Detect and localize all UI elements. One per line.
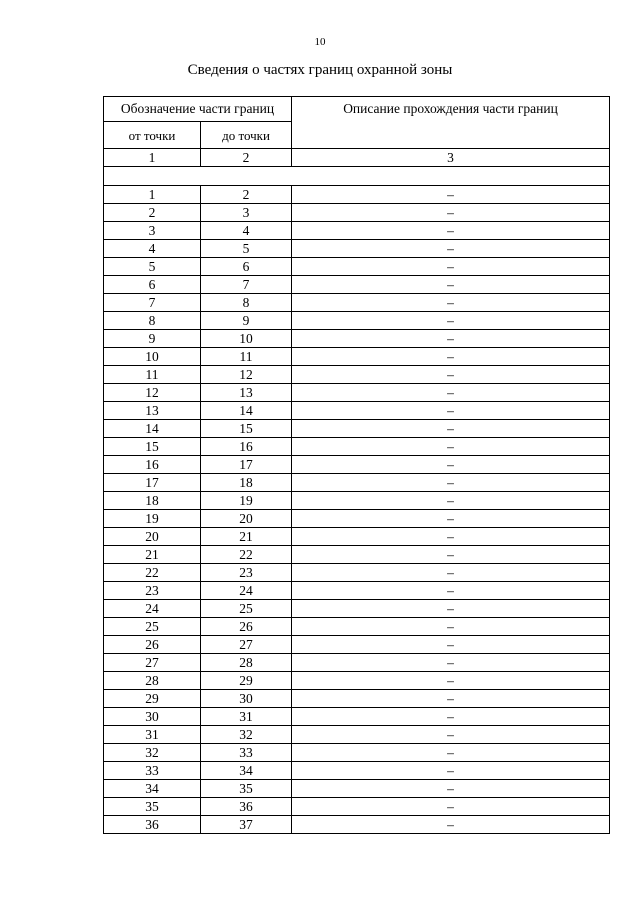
- cell-desc: –: [292, 744, 610, 762]
- cell-to: 17: [201, 456, 292, 474]
- cell-to: 30: [201, 690, 292, 708]
- cell-desc: –: [292, 402, 610, 420]
- cell-to: 20: [201, 510, 292, 528]
- cell-from: 13: [104, 402, 201, 420]
- cell-to: 34: [201, 762, 292, 780]
- cell-to: 32: [201, 726, 292, 744]
- cell-from: 29: [104, 690, 201, 708]
- table-row: [104, 636, 610, 654]
- cell-from: 1: [104, 186, 201, 204]
- cell-from: 20: [104, 528, 201, 546]
- cell-from: 36: [104, 816, 201, 834]
- cell-desc: –: [292, 672, 610, 690]
- cell-from: 28: [104, 672, 201, 690]
- table-row: [104, 798, 610, 816]
- cell-desc: –: [292, 600, 610, 618]
- cell-desc: –: [292, 312, 610, 330]
- table-row: [104, 528, 610, 546]
- cell-from: 5: [104, 258, 201, 276]
- cell-from: 11: [104, 366, 201, 384]
- table-row: [104, 384, 610, 402]
- column-number-2: 2: [201, 149, 292, 167]
- cell-from: 16: [104, 456, 201, 474]
- cell-to: 27: [201, 636, 292, 654]
- table-row: [104, 276, 610, 294]
- table-row: [104, 672, 610, 690]
- cell-from: 35: [104, 798, 201, 816]
- cell-desc: –: [292, 690, 610, 708]
- cell-from: 4: [104, 240, 201, 258]
- cell-to: 6: [201, 258, 292, 276]
- table-row: [104, 222, 610, 240]
- cell-from: 10: [104, 348, 201, 366]
- boundary-parts-table: [103, 96, 610, 834]
- table-row: [104, 330, 610, 348]
- table-row: [104, 204, 610, 222]
- cell-from: 15: [104, 438, 201, 456]
- table-row: [104, 744, 610, 762]
- column-number-1: 1: [104, 149, 201, 167]
- cell-desc: –: [292, 294, 610, 312]
- cell-to: 18: [201, 474, 292, 492]
- table-row: [104, 258, 610, 276]
- table-row: [104, 456, 610, 474]
- cell-to: 24: [201, 582, 292, 600]
- cell-to: 10: [201, 330, 292, 348]
- table-row: [104, 564, 610, 582]
- cell-to: 35: [201, 780, 292, 798]
- table-row: [104, 366, 610, 384]
- column-number-row: [104, 149, 610, 167]
- cell-desc: –: [292, 546, 610, 564]
- cell-desc: –: [292, 240, 610, 258]
- cell-to: 5: [201, 240, 292, 258]
- cell-desc: –: [292, 204, 610, 222]
- cell-to: 8: [201, 294, 292, 312]
- cell-to: 36: [201, 798, 292, 816]
- cell-from: 23: [104, 582, 201, 600]
- table-row: [104, 294, 610, 312]
- cell-from: 12: [104, 384, 201, 402]
- table-row: [104, 654, 610, 672]
- cell-desc: –: [292, 222, 610, 240]
- cell-from: 25: [104, 618, 201, 636]
- cell-from: 27: [104, 654, 201, 672]
- cell-to: 11: [201, 348, 292, 366]
- cell-from: 26: [104, 636, 201, 654]
- table-row: [104, 546, 610, 564]
- cell-to: 33: [201, 744, 292, 762]
- table-row: [104, 438, 610, 456]
- cell-desc: –: [292, 762, 610, 780]
- cell-from: 6: [104, 276, 201, 294]
- table-row: [104, 402, 610, 420]
- page-number: 10: [314, 36, 326, 48]
- cell-to: 26: [201, 618, 292, 636]
- table-row: [104, 816, 610, 834]
- cell-to: 13: [201, 384, 292, 402]
- table-row: [104, 708, 610, 726]
- cell-from: 19: [104, 510, 201, 528]
- cell-desc: –: [292, 330, 610, 348]
- table-row: [104, 510, 610, 528]
- cell-to: 21: [201, 528, 292, 546]
- cell-from: 24: [104, 600, 201, 618]
- table-row: [104, 420, 610, 438]
- table-row: [104, 600, 610, 618]
- cell-desc: –: [292, 618, 610, 636]
- table-row: [104, 492, 610, 510]
- cell-desc: –: [292, 564, 610, 582]
- cell-to: 23: [201, 564, 292, 582]
- table-row: [104, 618, 610, 636]
- cell-from: 34: [104, 780, 201, 798]
- cell-desc: –: [292, 798, 610, 816]
- cell-to: 4: [201, 222, 292, 240]
- cell-desc: –: [292, 726, 610, 744]
- cell-from: 8: [104, 312, 201, 330]
- table-row: [104, 726, 610, 744]
- cell-desc: –: [292, 258, 610, 276]
- cell-desc: –: [292, 276, 610, 294]
- cell-desc: –: [292, 186, 610, 204]
- cell-from: 2: [104, 204, 201, 222]
- table-row: [104, 762, 610, 780]
- table-row: [104, 582, 610, 600]
- cell-from: 33: [104, 762, 201, 780]
- cell-from: 17: [104, 474, 201, 492]
- table-row: [104, 186, 610, 204]
- cell-desc: –: [292, 816, 610, 834]
- cell-desc: –: [292, 456, 610, 474]
- cell-from: 22: [104, 564, 201, 582]
- blank-cell: [104, 167, 610, 186]
- cell-from: 18: [104, 492, 201, 510]
- header-group-cell: Обозначение части границ: [104, 97, 292, 122]
- cell-to: 3: [201, 204, 292, 222]
- header-desc-cell: Описание прохождения части границ: [292, 97, 610, 149]
- cell-desc: –: [292, 654, 610, 672]
- cell-desc: –: [292, 474, 610, 492]
- cell-from: 3: [104, 222, 201, 240]
- cell-desc: –: [292, 384, 610, 402]
- column-number-3: 3: [292, 149, 610, 167]
- table-row: [104, 474, 610, 492]
- cell-to: 15: [201, 420, 292, 438]
- cell-from: 7: [104, 294, 201, 312]
- cell-to: 29: [201, 672, 292, 690]
- header-from-cell: от точки: [104, 122, 201, 149]
- table-row: [104, 348, 610, 366]
- cell-to: 16: [201, 438, 292, 456]
- cell-desc: –: [292, 780, 610, 798]
- cell-desc: –: [292, 420, 610, 438]
- cell-to: 37: [201, 816, 292, 834]
- cell-to: 25: [201, 600, 292, 618]
- cell-desc: –: [292, 528, 610, 546]
- blank-row: [104, 167, 610, 186]
- cell-to: 19: [201, 492, 292, 510]
- page-title: Сведения о частях границ охранной зоны: [187, 62, 453, 78]
- cell-from: 31: [104, 726, 201, 744]
- cell-to: 7: [201, 276, 292, 294]
- cell-desc: –: [292, 636, 610, 654]
- table-row: [104, 240, 610, 258]
- table-row: [104, 690, 610, 708]
- cell-to: 9: [201, 312, 292, 330]
- cell-desc: –: [292, 348, 610, 366]
- cell-to: 2: [201, 186, 292, 204]
- cell-from: 32: [104, 744, 201, 762]
- header-to-cell: до точки: [201, 122, 292, 149]
- cell-to: 12: [201, 366, 292, 384]
- cell-to: 22: [201, 546, 292, 564]
- cell-desc: –: [292, 582, 610, 600]
- cell-from: 9: [104, 330, 201, 348]
- cell-from: 21: [104, 546, 201, 564]
- cell-desc: –: [292, 492, 610, 510]
- cell-to: 31: [201, 708, 292, 726]
- cell-desc: –: [292, 510, 610, 528]
- cell-to: 14: [201, 402, 292, 420]
- header-row-1: [104, 97, 610, 122]
- cell-desc: –: [292, 438, 610, 456]
- cell-from: 14: [104, 420, 201, 438]
- cell-from: 30: [104, 708, 201, 726]
- cell-to: 28: [201, 654, 292, 672]
- cell-desc: –: [292, 366, 610, 384]
- table-row: [104, 312, 610, 330]
- cell-desc: –: [292, 708, 610, 726]
- table-row: [104, 780, 610, 798]
